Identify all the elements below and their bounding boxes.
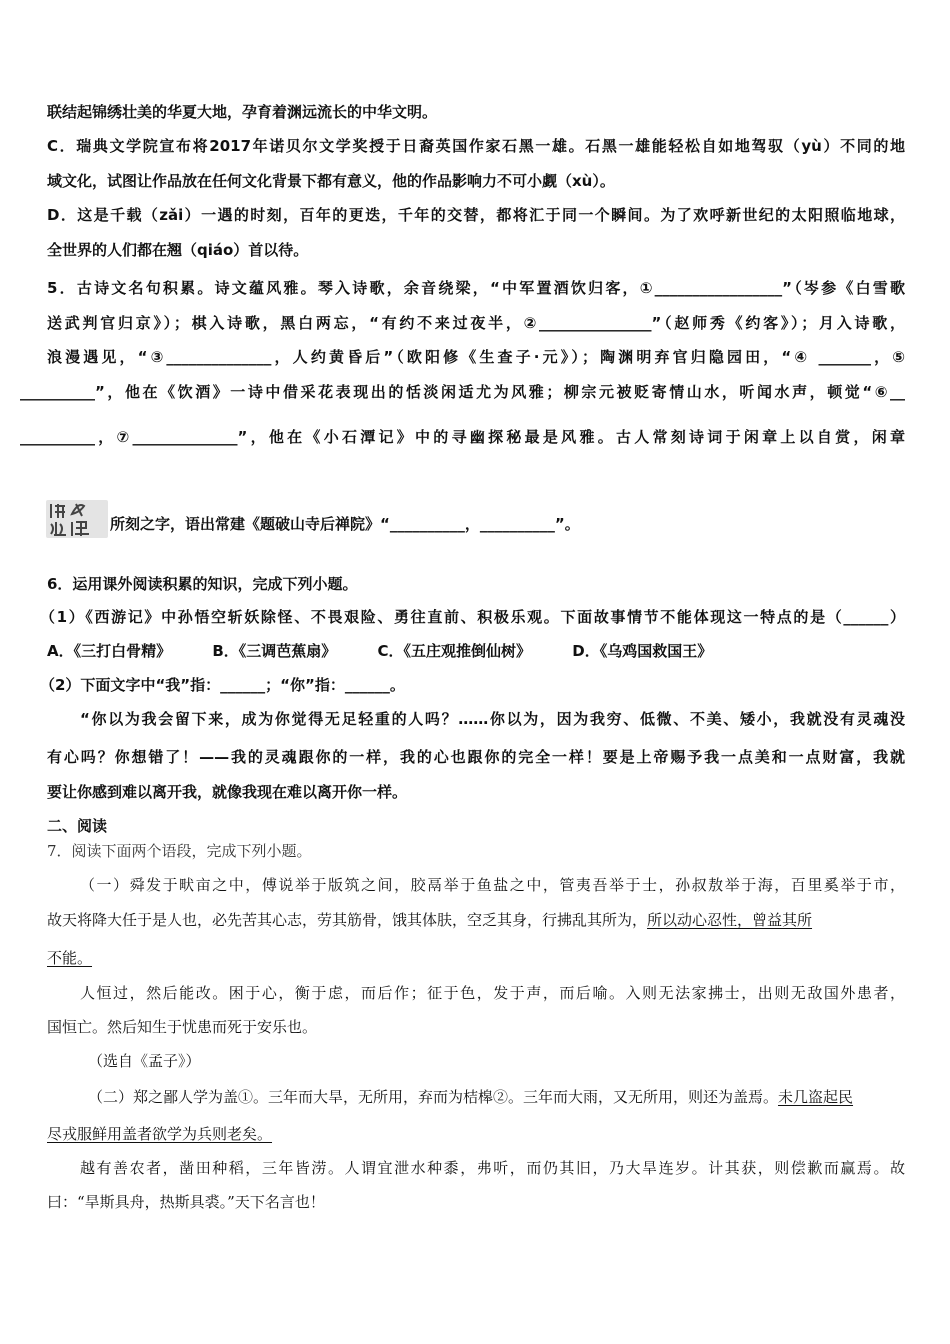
option-b: B．《三调芭蕉扇》 bbox=[212, 642, 337, 660]
passage1-line2-text: 故天将降大任于是人也，必先苦其心志，劳其筋骨，饿其体肤，空乏其身，行拂乱其所为， bbox=[47, 911, 648, 929]
source-note: （选自《孟子》） bbox=[88, 1052, 201, 1070]
q6-sub2: （2）下面文字中“我”指：______；“你”指：______。 bbox=[40, 676, 405, 694]
option-b-tail: 联结起锦绣壮美的华夏大地，孕育着渊远流长的中华文明。 bbox=[47, 103, 438, 121]
q6-intro: 6．运用课外阅读积累的知识，完成下列小题。 bbox=[47, 575, 358, 593]
q5-line4: __________”，他在《饮酒》一诗中借采花表现出的恬淡闲适尤为风雅；柳宗元被贬寄情山水，听闻水声，顿觉“⑥__ bbox=[20, 383, 905, 401]
option-c: C．《五庄观推倒仙树》 bbox=[377, 642, 532, 660]
passage3-line1-text: （二）郑之鄙人学为盖①。三年而大旱，无所用，弃而为桔槔②。三年而大雨，又无所用，则还为盖焉。 bbox=[88, 1088, 779, 1106]
underlined-sentence: 所以动心忍性，曾益其所 bbox=[647, 911, 813, 929]
option-a: A．《三打白骨精》 bbox=[47, 642, 172, 660]
option-d-line1: D．这是千载（zǎi）一遇的时刻，百年的更迭，千年的交替，都将汇于同一个瞬间。为了欢呼新世纪的太阳照临地球， bbox=[47, 206, 905, 224]
q5-line6: 所刻之字，语出常建《题破山寺后禅院》“__________，__________”。 bbox=[110, 515, 580, 533]
q5-line1: 5．古诗文名句积累。诗文蕴风雅。琴入诗歌，余音绕梁，“中军置酒饮归客，①_________________”（岑参《白雪歌 bbox=[47, 279, 905, 297]
passage2-line2: 国恒亡。然后知生于忧患而死于安乐也。 bbox=[47, 1018, 318, 1036]
q7-intro: 7．阅读下面两个语段，完成下列小题。 bbox=[47, 842, 312, 860]
q5-line5: __________，⑦______________”，他在《小石潭记》中的寻幽探秘最是风雅。古人常刻诗词于闲章上以自赏，闲章 bbox=[20, 428, 905, 446]
q6-options bbox=[47, 640, 905, 662]
passage1-line2 bbox=[47, 909, 905, 931]
passage3-line1 bbox=[88, 1086, 905, 1108]
option-d-line2: 全世界的人们都在翘（qiáo）首以待。 bbox=[47, 241, 309, 259]
passage1-line1: （一）舜发于畎亩之中，傅说举于版筑之间，胶鬲举于鱼盐之中，管夷吾举于士，孙叔敖举于海，百里奚举于市， bbox=[80, 876, 905, 894]
section-heading: 二、阅读 bbox=[47, 817, 108, 835]
passage4-line2: 曰：“旱斯具舟，热斯具裘。”天下名言也！ bbox=[47, 1193, 325, 1211]
passage4-line1: 越有善农者，凿田种稻，三年皆涝。人谓宜泄水种黍，弗听，而仍其旧，乃大旱连岁。计其获，则偿歉而赢焉。故 bbox=[80, 1159, 905, 1177]
underlined-sentence: 未几盗起民 bbox=[778, 1088, 854, 1106]
q5-line2: 送武判官归京》）；棋入诗歌，黑白两忘，“有约不来过夜半，②_______________”（赵师秀《约客》）；月入诗歌， bbox=[47, 314, 905, 332]
option-d: D．《乌鸡国救国王》 bbox=[572, 642, 713, 660]
option-c-line2: 域文化，试图让作品放在任何文化背景下都有意义，他的作品影响力不可小觑（xù）。 bbox=[47, 172, 615, 190]
q5-line3: 浪漫遇见，“③______________，人约黄昏后”（欧阳修《生查子·元》）；陶渊明弃官归隐园田，“④ _______，⑤ bbox=[47, 348, 905, 366]
quote-line2: 有心吗？你想错了！——我的灵魂跟你的一样，我的心也跟你的完全一样！要是上帝赐予我一点美和一点财富，我就 bbox=[47, 748, 905, 766]
q6-sub1: （1）《西游记》中孙悟空斩妖除怪、不畏艰险、勇往直前、积极乐观。下面故事情节不能体现这一特点的是（______） bbox=[40, 608, 905, 626]
passage3-line2: 尽戎服鲜用盖者欲学为兵则老矣。 bbox=[47, 1125, 273, 1143]
seal-stamp-image bbox=[46, 500, 108, 538]
passage2-line1: 人恒过，然后能改。困于心，衡于虑，而后作；征于色，发于声，而后喻。入则无法家拂士，出则无敌国外患者， bbox=[80, 984, 905, 1002]
option-c-line1: C．瑞典文学院宣布将2017年诺贝尔文学奖授于日裔英国作家石黑一雄。石黑一雄能轻松自如地驾驭（yù）不同的地 bbox=[47, 137, 905, 155]
passage1-line3: 不能。 bbox=[47, 949, 93, 967]
quote-line1: “你以为我会留下来，成为你觉得无足轻重的人吗？……你以为，因为我穷、低微、不美、矮小，我就没有灵魂没 bbox=[80, 710, 905, 728]
quote-line3: 要让你感到难以离开我，就像我现在难以离开你一样。 bbox=[47, 783, 408, 801]
